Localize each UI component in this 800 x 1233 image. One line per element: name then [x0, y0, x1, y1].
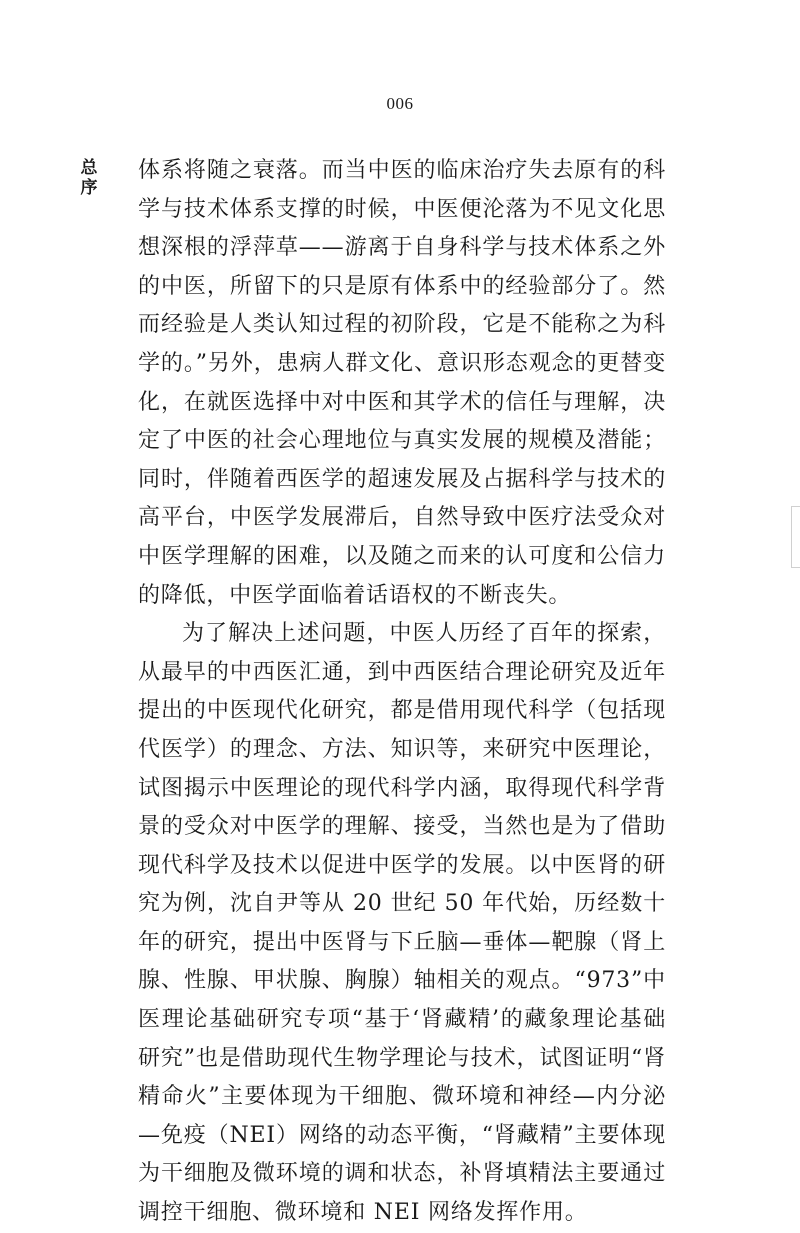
body-text [138, 152, 666, 1233]
section-label-char-1: 总 [80, 158, 98, 178]
section-label [78, 158, 100, 198]
paragraph-1: 体系将随之衰落。而当中医的临床治疗失去原有的科学与技术体系支撑的时候，中医便沦落为不见文化思想深根的浮萍草——游离于自身科学与技术体系之外的中医，所留下的只是原有体系中的经验部分了。然而经验是人类认知过程的初阶段，它是不能称之为科学的。”另外，患病人群文化、意识形态观念的更替变化，在就医选择中对中医和其学术的信任与理解，决定了中医的社会心理地位与真实发展的规模及潜能；同时，伴随着西医学的超速发展及占据科学与技术的高平台，中医学发展滞后，自然导致中医疗法受众对中医学理解的困难，以及随之而来的认可度和公信力的降低，中医学面临着话语权的不断丧失。 [138, 158, 666, 608]
page-edge-tab [791, 506, 800, 568]
paragraph-2: 为了解决上述问题，中医人历经了百年的探索，从最早的中西医汇通，到中西医结合理论研究及近年提出的中医现代化研究，都是借用现代科学（包括现代医学）的理念、方法、知识等，来研究中医理论，试图揭示中医理论的现代科学内涵，取得现代科学背景的受众对中医学的理解、接受，当然也是为了借助现代科学及技术以促进中医学的发展。以中医肾的研究为例，沈自尹等从 20 世纪 50 年代始，历经数十年的研究，提出中医肾与下丘脑—垂体—靶腺（肾上腺、性腺、甲状腺、胸腺）轴相关的观点。“973”中医理论基础研究专项“基于‘肾藏精’的藏象理论基础研究”也是借助现代生物学理论与技术，试图证明“肾精命火”主要体现为干细胞、微环境和神经—内分泌—免疫（NEI）网络的动态平衡，“肾藏精”主要体现为干细胞及微环境的调和状态，补肾填精法主要通过调控干细胞、微环境和 NEI 网络发挥作用。 [138, 621, 666, 1226]
page-number: 006 [386, 94, 414, 113]
section-label-char-2: 序 [80, 178, 98, 198]
